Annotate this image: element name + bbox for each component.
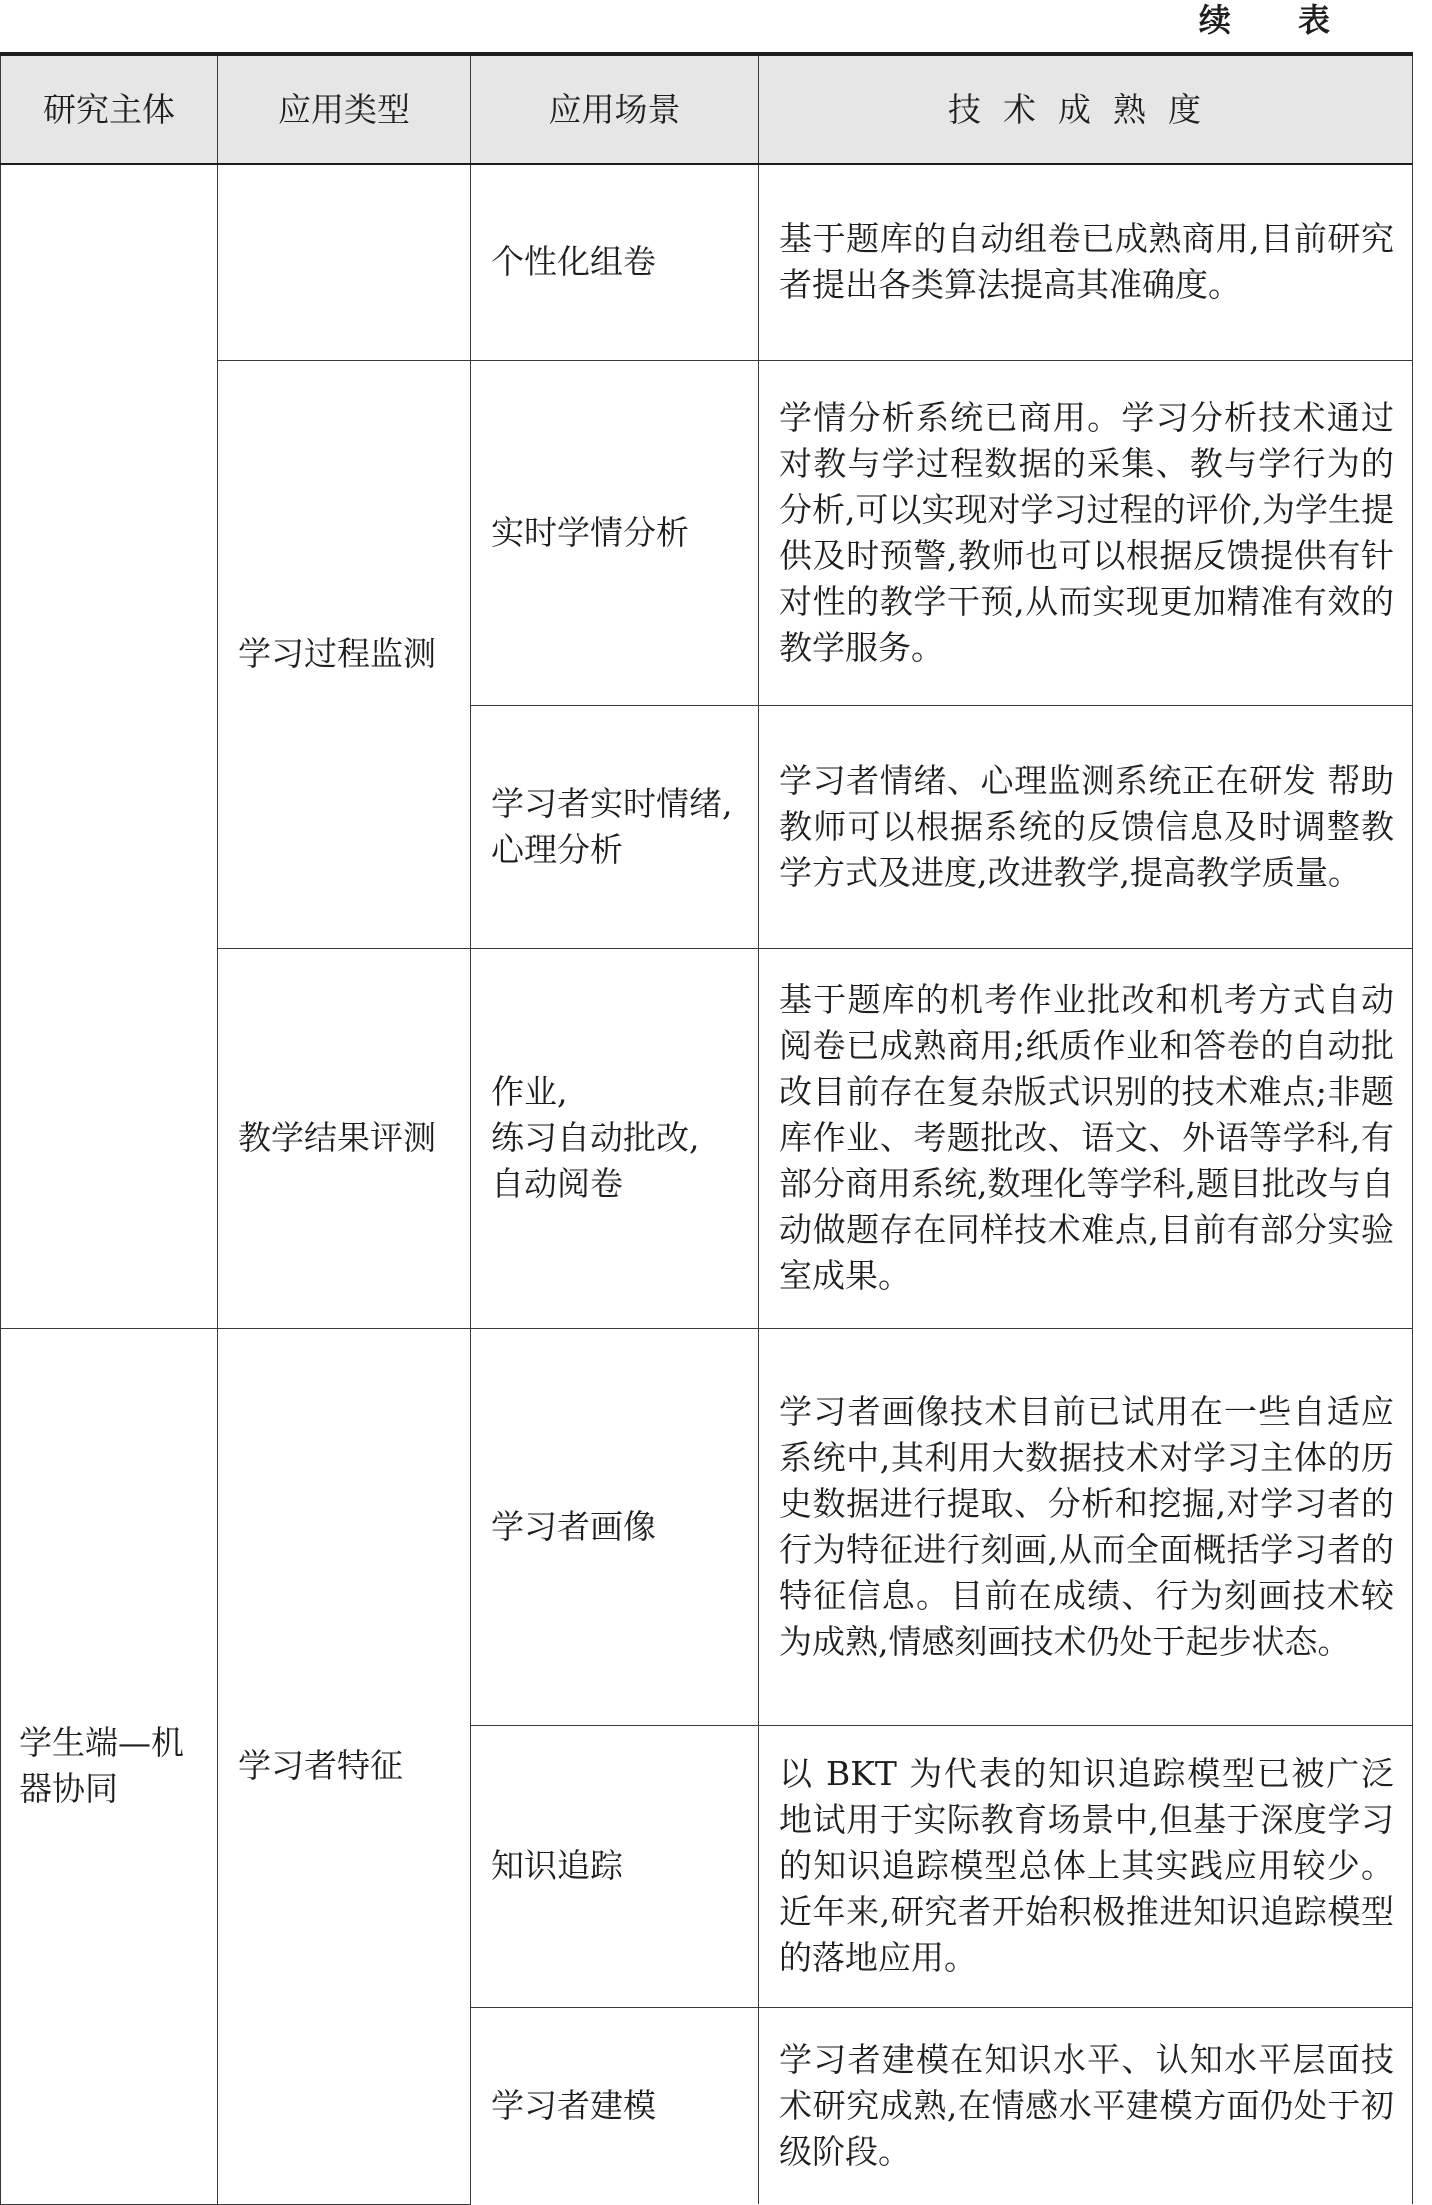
maturity-cell: 基于题库的机考作业批改和机考方式自动阅卷已成熟商用;纸质作业和答卷的自动批改目前存在复杂版式识别的技术难点;非题库作业、考题批改、语文、外语等学科,有部分商用系统,数理化等学科,题目批改与自动做题存在同样技术难点,目前有部分实验室成果。 [759,948,1413,1328]
maturity-cell: 以 BKT 为代表的知识追踪模型已被广泛地试用于实际教育场景中,但基于深度学习的知识追踪模型总体上其实践应用较少。近年来,研究者开始积极推进知识追踪模型的落地应用。 [759,1725,1413,2007]
scene-line: 学习者实时情绪, [491,783,733,823]
scene-line: 自动阅卷 [491,1164,623,1203]
header-technology-maturity: 技术成熟度 [759,54,1413,164]
type-cell-continued [218,164,471,360]
subject-line: 学生端—机 [19,1723,184,1762]
header-application-scene: 应用场景 [471,54,759,164]
subject-line: 器协同 [19,1769,118,1808]
continued-table-label: 续 表 [1198,1,1358,39]
scene-cell: 知识追踪 [471,1725,759,2007]
maturity-cell: 学习者情绪、心理监测系统正在研发 帮助教师可以根据系统的反馈信息及时调整教学方式及进度,改进教学,提高教学质量。 [759,705,1413,948]
scene-cell: 实时学情分析 [471,360,759,705]
scene-cell [471,948,759,1328]
scene-cell: 个性化组卷 [471,164,759,360]
scene-line: 练习自动批改, [491,1118,700,1157]
type-cell: 学习过程监测 [218,360,471,948]
type-cell: 学习者特征 [218,1328,471,2204]
maturity-cell: 学习者画像技术目前已试用在一些自适应系统中,其利用大数据技术对学习主体的历史数据进行提取、分析和挖掘,对学习者的行为特征进行刻画,从而全面概括学习者的特征信息。目前在成绩、行为刻画技术较为成熟,情感刻画技术仍处于起步状态。 [759,1328,1413,1725]
scene-line: 作业, [491,1072,568,1111]
type-cell: 教学结果评测 [218,948,471,1328]
scene-cell: 学习者建模 [471,2007,759,2204]
table-header-row [1,54,1413,164]
table-row [1,164,1413,360]
scene-cell [471,705,759,948]
maturity-cell: 学情分析系统已商用。学习分析技术通过对教与学过程数据的采集、教与学行为的分析,可以实现对学习过程的评价,为学生提供及时预警,教师也可以根据反馈提供有针对性的教学干预,从而实现更加精准有效的教学服务。 [759,360,1413,705]
technology-maturity-table [0,52,1413,2205]
subject-cell-continued [1,164,218,1328]
subject-cell [1,1328,218,2204]
scene-line: 心理分析 [491,829,623,869]
maturity-cell: 学习者建模在知识水平、认知水平层面技术研究成熟,在情感水平建模方面仍处于初级阶段。 [759,2007,1413,2204]
table-row [1,1328,1413,1725]
maturity-cell: 基于题库的自动组卷已成熟商用,目前研究者提出各类算法提高其准确度。 [759,164,1413,360]
header-research-subject: 研究主体 [1,54,218,164]
header-application-type: 应用类型 [218,54,471,164]
scene-cell: 学习者画像 [471,1328,759,1725]
